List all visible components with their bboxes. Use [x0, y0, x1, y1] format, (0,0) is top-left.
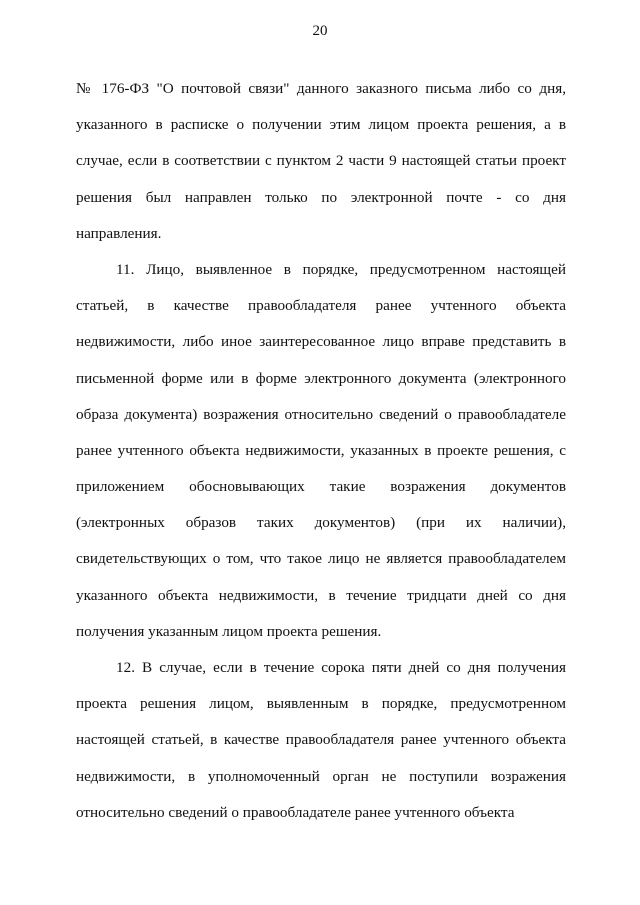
page-number: 20 — [312, 23, 328, 39]
text-line: недвижимости, либо иное заинтересованное лицо вправе представить в — [76, 333, 566, 351]
paragraph-item-12 — [76, 650, 566, 831]
text-line: (электронных образов таких документов) (при их наличии), — [76, 514, 566, 532]
text-line: приложением обосновывающих такие возражения документов — [76, 478, 566, 496]
text-line: указанного в расписке о получении этим лицом проекта решения, а в — [76, 116, 566, 134]
text-line: настоящей статьей, в качестве правообладателя ранее учтенного объекта — [76, 731, 566, 749]
text-line: решения был направлен только по электронной почте - со дня — [76, 188, 566, 206]
text-line: 12. В случае, если в течение сорока пяти дней со дня получения — [116, 659, 566, 676]
text-line: письменной форме или в форме электронного документа (электронного — [76, 369, 566, 387]
text-line: образа документа) возражения относительно сведений о правообладателе — [76, 405, 566, 423]
text-line: относительно сведений о правообладателе ранее учтенного объекта — [76, 803, 515, 821]
text-line: статьей, в качестве правообладателя ранее учтенного объекта — [76, 297, 566, 315]
text-line: случае, если в соответствии с пунктом 2 части 9 настоящей статьи проект — [76, 152, 566, 170]
text-line: 11. Лицо, выявленное в порядке, предусмотренном настоящей — [116, 260, 566, 278]
text-line: № 176-ФЗ "О почтовой связи" данного заказного письма либо со дня, — [76, 80, 566, 97]
text-line: недвижимости, в уполномоченный орган не поступили возражения — [76, 767, 566, 785]
text-line: свидетельствующих о том, что такое лицо не является правообладателем — [76, 550, 566, 568]
text-line: указанного объекта недвижимости, в течение тридцати дней со дня — [76, 586, 566, 604]
paragraph-item-11 — [76, 252, 566, 650]
document-body — [76, 71, 566, 831]
paragraph-continuation — [76, 71, 566, 252]
text-line: ранее учтенного объекта недвижимости, указанных в проекте решения, с — [76, 441, 566, 459]
text-line: направления. — [76, 224, 162, 242]
text-line: проекта решения лицом, выявленным в порядке, предусмотренном — [76, 695, 566, 713]
text-line: получения указанным лицом проекта решения. — [76, 622, 382, 640]
